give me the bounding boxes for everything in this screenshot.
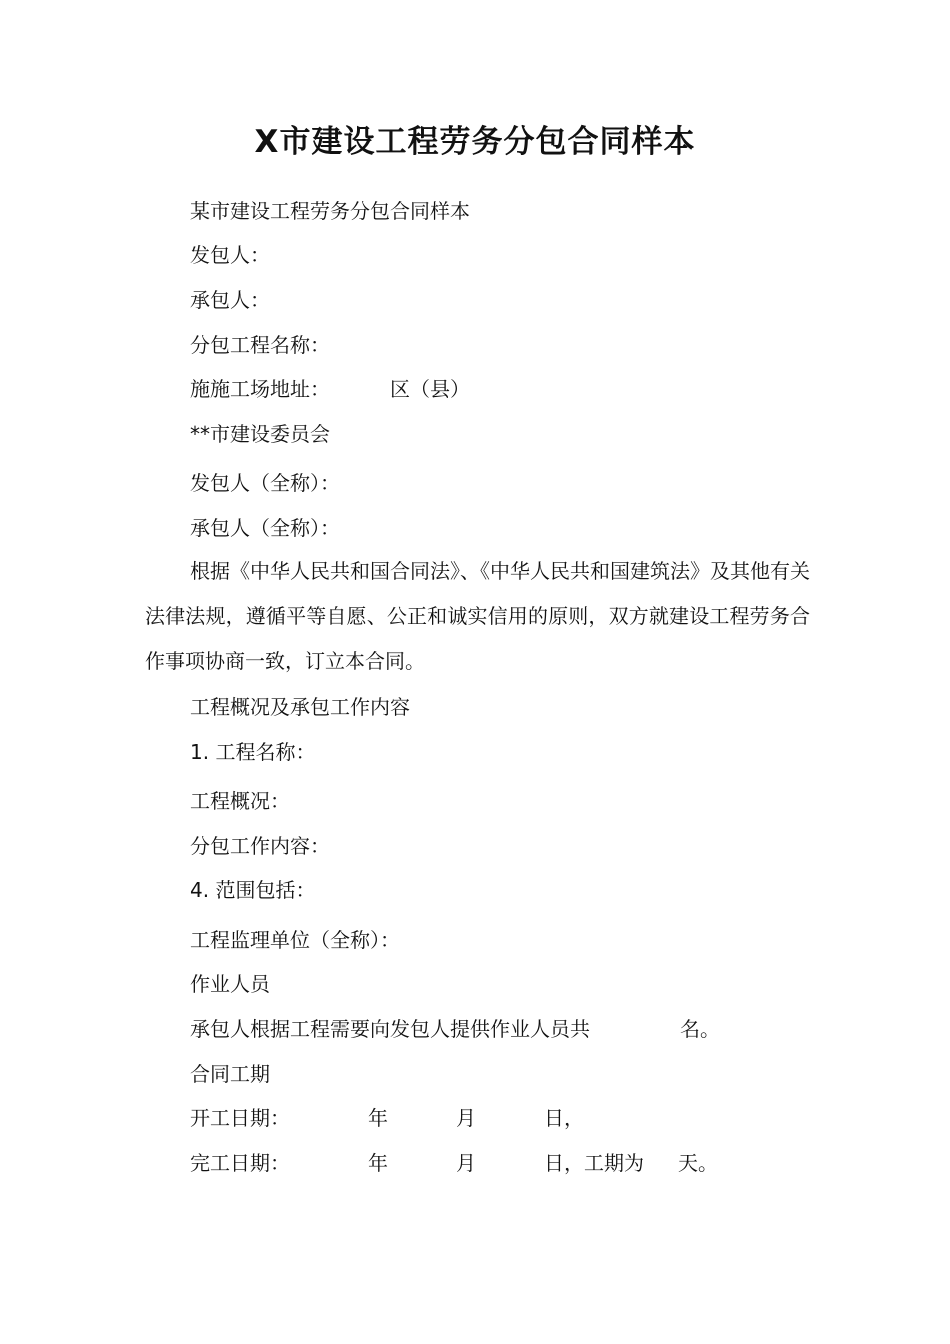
workers-text-after: 名。 [680, 1017, 720, 1041]
preamble-paragraph: 根据《中华人民共和国合同法》、《中华人民共和国建筑法》及其他有关法律法规，遵循平等自愿、公正和诚实信用的原则，双方就建设工程劳务合作事项协商一致，订立本合同。 [145, 559, 810, 673]
start-date-label: 开工日期： [190, 1106, 290, 1130]
project-overview-item: 工程概况： [190, 789, 290, 813]
cover-employer-label: 发包人： [190, 243, 270, 267]
section-heading-workers: 作业人员 [190, 972, 270, 996]
cover-project-name-label: 分包工程名称： [190, 333, 330, 357]
workers-count-line [190, 1014, 720, 1044]
cover-site-address [190, 374, 470, 404]
cover-contractor-label: 承包人： [190, 288, 270, 312]
contractor-full-name-label: 承包人（全称）： [190, 516, 340, 540]
start-year-unit: 年 [368, 1106, 388, 1130]
work-content-item: 分包工作内容： [190, 834, 330, 858]
end-year-unit: 年 [368, 1151, 388, 1175]
start-day-unit: 日， [544, 1106, 584, 1130]
site-address-suffix: 区（县） [390, 377, 470, 401]
workers-text-before: 承包人根据工程需要向发包人提供作业人员共 [190, 1017, 590, 1041]
end-day-duration-text: 日，工期为 [544, 1151, 644, 1175]
end-month-unit: 月 [456, 1151, 476, 1175]
start-month-unit: 月 [456, 1106, 476, 1130]
supervisor-item: 工程监理单位（全称）： [190, 928, 400, 952]
scope-item: 4. 范围包括： [190, 878, 316, 902]
project-name-item: 1. 工程名称： [190, 740, 316, 764]
section-heading-project-overview: 工程概况及承包工作内容 [190, 695, 410, 719]
end-date-line [190, 1148, 718, 1178]
document-title: X市建设工程劳务分包合同样本 [254, 124, 696, 160]
start-date-line [190, 1103, 584, 1133]
site-address-label: 施施工场地址： [190, 377, 330, 401]
employer-full-name-label: 发包人（全称）： [190, 471, 340, 495]
duration-days-unit: 天。 [678, 1151, 718, 1175]
cover-issuer: **市建设委员会 [190, 422, 330, 446]
section-heading-duration: 合同工期 [190, 1062, 270, 1086]
cover-subtitle: 某市建设工程劳务分包合同样本 [190, 199, 470, 223]
end-date-label: 完工日期： [190, 1151, 290, 1175]
